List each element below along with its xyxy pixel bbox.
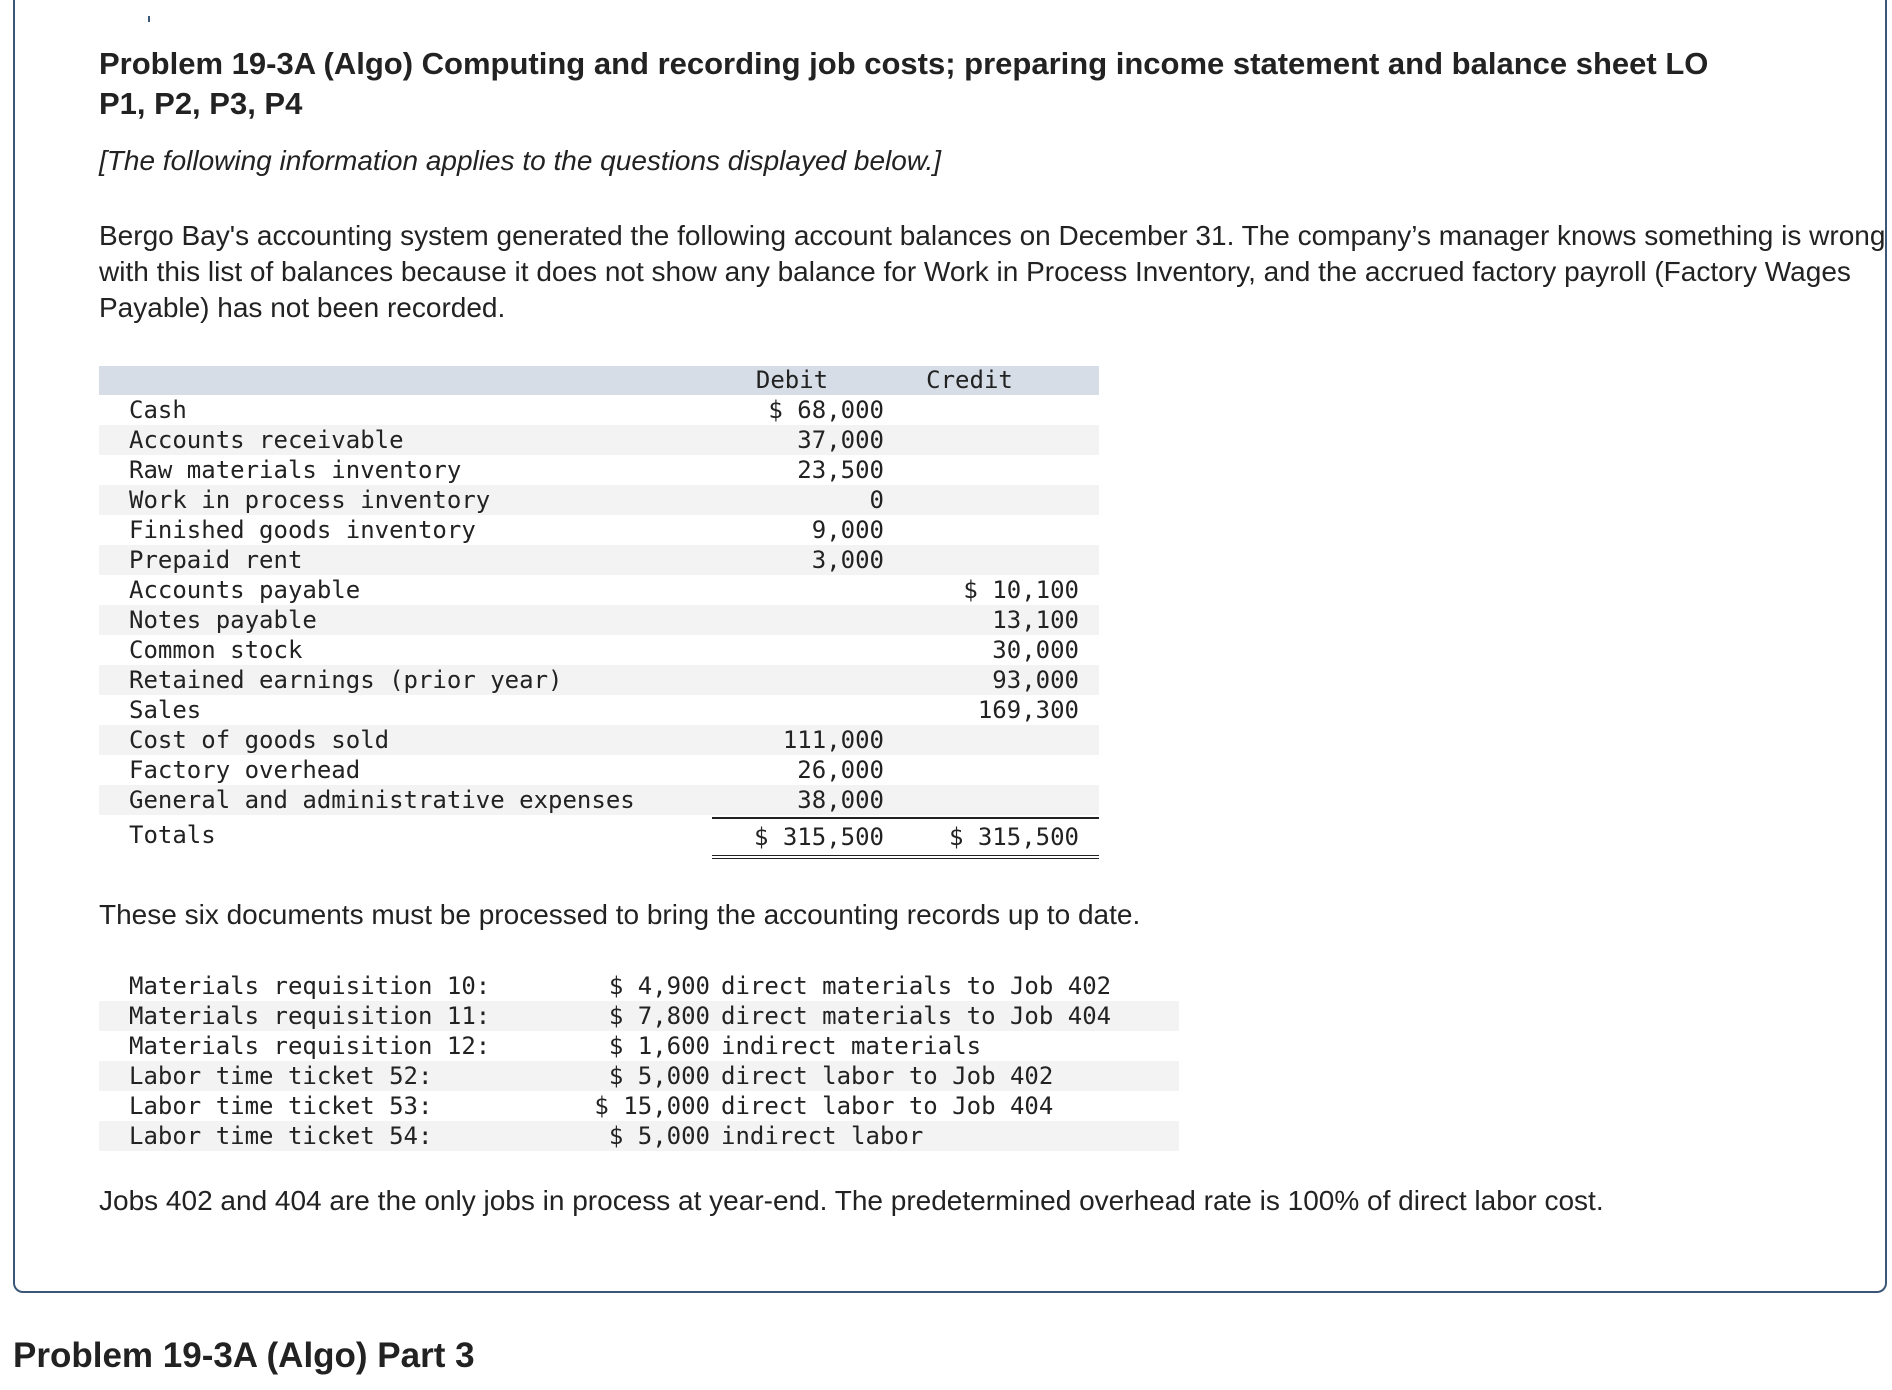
table-row bbox=[99, 605, 1099, 635]
debit-value: 0 bbox=[869, 486, 884, 514]
document-description: direct materials to Job 404 bbox=[721, 1002, 1112, 1030]
table-row bbox=[99, 455, 1099, 485]
document-row bbox=[99, 1001, 1179, 1031]
problem-description: Bergo Bay's accounting system generated the following account balances on December 31. The company’s manager knows something is wrong with this list of balances because it does not show any balance for Work in Process Inventory, and the accrued factory payroll (Factory Wages Payable) has not been recorded. bbox=[99, 220, 1886, 323]
debit-value: 37,000 bbox=[797, 426, 884, 454]
account-name: Notes payable bbox=[129, 606, 317, 634]
document-amount: $ 4,900 bbox=[608, 972, 710, 1000]
document-label: Materials requisition 10: bbox=[129, 972, 491, 1000]
account-name: Sales bbox=[129, 696, 202, 724]
document-amount: $ 7,800 bbox=[608, 1002, 710, 1030]
credit-value bbox=[884, 545, 1079, 575]
debit-value bbox=[712, 605, 884, 635]
account-name: Common stock bbox=[129, 636, 303, 664]
credit-value bbox=[884, 515, 1079, 545]
table-row bbox=[99, 755, 1099, 785]
document-label: Materials requisition 12: bbox=[129, 1032, 491, 1060]
debit-value bbox=[712, 665, 884, 695]
account-name: Finished goods inventory bbox=[129, 516, 476, 544]
table-row bbox=[99, 725, 1099, 755]
document-amount: $ 5,000 bbox=[608, 1122, 710, 1150]
account-name: Accounts receivable bbox=[129, 426, 404, 454]
credit-value: 169,300 bbox=[977, 696, 1079, 724]
document-rows bbox=[99, 971, 1179, 1151]
account-name: Prepaid rent bbox=[129, 546, 303, 574]
credit-value bbox=[884, 725, 1079, 755]
total-debit: $ 315,500 bbox=[753, 823, 884, 851]
document-description: indirect materials bbox=[721, 1032, 982, 1060]
account-name: Work in process inventory bbox=[129, 486, 491, 514]
credit-value bbox=[884, 425, 1079, 455]
document-amount: $ 5,000 bbox=[608, 1062, 710, 1090]
credit-value: 13,100 bbox=[992, 606, 1079, 634]
total-credit: $ 315,500 bbox=[948, 823, 1079, 851]
document-row bbox=[99, 1061, 1179, 1091]
debit-value: 26,000 bbox=[797, 756, 884, 784]
table-row bbox=[99, 515, 1099, 545]
table-row bbox=[99, 395, 1099, 425]
document-description: direct materials to Job 402 bbox=[721, 972, 1112, 1000]
totals-values bbox=[712, 817, 1099, 859]
document-amount: $ 15,000 bbox=[594, 1092, 710, 1120]
debit-value bbox=[712, 695, 884, 725]
document-amount: $ 1,600 bbox=[608, 1032, 710, 1060]
document-label: Labor time ticket 52: bbox=[129, 1062, 433, 1090]
debit-value: $ 68,000 bbox=[768, 396, 884, 424]
header-spacer bbox=[99, 366, 712, 395]
debit-value: 38,000 bbox=[797, 786, 884, 814]
documents-table bbox=[99, 971, 1179, 1151]
problem-title: Problem 19-3A (Algo) Computing and recording job costs; preparing income statement and balance sheet LO P1, P2, P3, P4 bbox=[99, 46, 1709, 121]
account-name: Accounts payable bbox=[129, 576, 361, 604]
account-rows bbox=[99, 395, 1099, 815]
table-row bbox=[99, 575, 1099, 605]
table-row bbox=[99, 695, 1099, 725]
intro-note: [The following information applies to the questions displayed below.] bbox=[99, 145, 942, 176]
debit-value bbox=[712, 635, 884, 665]
account-name: Cash bbox=[129, 396, 187, 424]
account-name: Retained earnings (prior year) bbox=[129, 666, 563, 694]
document-row bbox=[99, 1091, 1179, 1121]
credit-value: 30,000 bbox=[992, 636, 1079, 664]
debit-value bbox=[712, 575, 884, 605]
account-balances-table bbox=[99, 366, 1099, 859]
document-description: direct labor to Job 404 bbox=[721, 1092, 1054, 1120]
credit-header: Credit bbox=[926, 366, 1013, 394]
documents-intro: These six documents must be processed to bring the accounting records up to date. bbox=[99, 899, 1141, 930]
debit-header: Debit bbox=[755, 366, 829, 394]
table-row bbox=[99, 665, 1099, 695]
document-label: Labor time ticket 54: bbox=[129, 1122, 433, 1150]
credit-value bbox=[884, 395, 1079, 425]
totals-row bbox=[99, 817, 1099, 859]
table-row bbox=[99, 785, 1099, 815]
document-description: indirect labor bbox=[721, 1122, 924, 1150]
debit-value: 111,000 bbox=[782, 726, 884, 754]
document-row bbox=[99, 1121, 1179, 1151]
document-label: Materials requisition 11: bbox=[129, 1002, 491, 1030]
table-row bbox=[99, 635, 1099, 665]
credit-value: 93,000 bbox=[992, 666, 1079, 694]
credit-value: $ 10,100 bbox=[963, 576, 1079, 604]
debit-value: 23,500 bbox=[797, 456, 884, 484]
document-row bbox=[99, 971, 1179, 1001]
account-name: Factory overhead bbox=[129, 756, 361, 784]
closing-note: Jobs 402 and 404 are the only jobs in process at year-end. The predetermined overhead rate is 100% of direct labor cost. bbox=[99, 1185, 1604, 1216]
credit-value bbox=[884, 485, 1079, 515]
totals-label: Totals bbox=[129, 821, 216, 849]
document-label: Labor time ticket 53: bbox=[129, 1092, 433, 1120]
debit-value: 9,000 bbox=[811, 516, 884, 544]
credit-value bbox=[884, 455, 1079, 485]
table-row bbox=[99, 545, 1099, 575]
document-row bbox=[99, 1031, 1179, 1061]
debit-value: 3,000 bbox=[811, 546, 884, 574]
panel-marker bbox=[148, 16, 150, 22]
table-row bbox=[99, 485, 1099, 515]
account-name: Raw materials inventory bbox=[129, 456, 462, 484]
account-name: Cost of goods sold bbox=[129, 726, 390, 754]
credit-value bbox=[884, 785, 1079, 815]
account-name: General and administrative expenses bbox=[129, 786, 635, 814]
table-header bbox=[99, 366, 1099, 395]
credit-value bbox=[884, 755, 1079, 785]
problem-content bbox=[99, 44, 1889, 1219]
table-row bbox=[99, 425, 1099, 455]
part-title: Problem 19-3A (Algo) Part 3 bbox=[13, 1336, 475, 1375]
document-description: direct labor to Job 402 bbox=[721, 1062, 1054, 1090]
